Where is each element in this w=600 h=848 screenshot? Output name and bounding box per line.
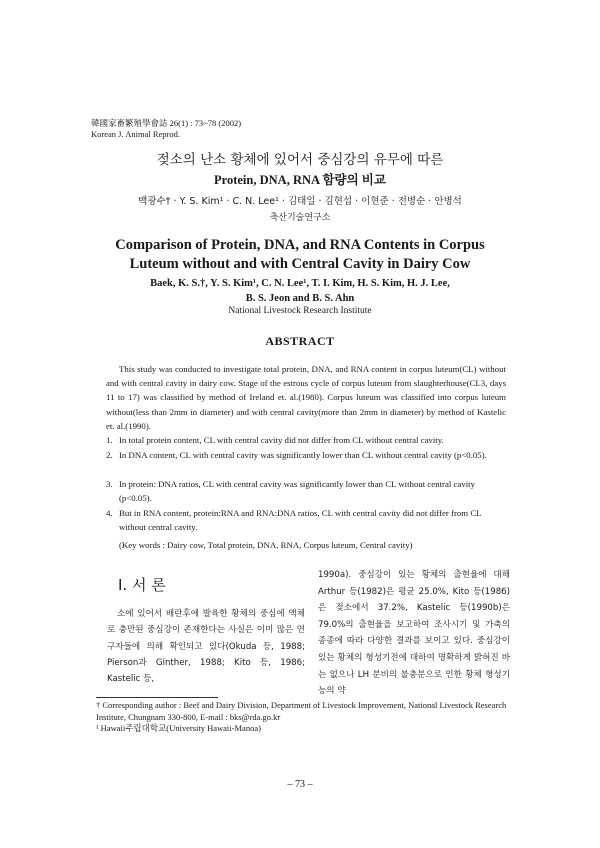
abstract-item-text: But in RNA content, protein:RNA and RNA:DNA ratios, CL with central cavity did not differ from CL without central cavity. xyxy=(119,508,482,533)
abstract-item xyxy=(106,433,506,447)
korean-affiliation: 축산기술연구소 xyxy=(269,213,331,223)
footnote-affiliation: ¹ Hawaii주립대학교(University Hawaii-Manoa) xyxy=(96,723,261,733)
journal-citation-korean: 韓國家畜繁殖學會誌 26(1) : 73~78 (2002) xyxy=(91,118,242,128)
abstract-item-number: 3. xyxy=(106,479,113,489)
footnotes xyxy=(96,700,516,735)
body-left-text: 소에 있어서 배란후에 발육한 황체의 중심에 액체로 충만된 중심강이 존재한다는 사실은 이미 많은 연구자들에 의해 확인되고 있다(Okuda 등, 1988; Pierson과 Ginther, 1988; Kito 등, 1986; Kastelic 등, xyxy=(107,609,305,685)
footnote-corresponding-author: † Corresponding author : Beef and Dairy Division, Department of Livestock Improvement, National Livestock Research Institute, Chungnam 330-800, E-mail : bks@rda.go.kr xyxy=(96,700,507,722)
abstract-item-number: 2. xyxy=(106,450,113,460)
body-right-column xyxy=(318,567,510,700)
abstract-text: This study was conducted to investigate total protein, DNA, and RNA content in corpus luteum(CL) without and with central cavity in dairy cow. Stage of the estrous cycle of corpus luteum from slaughterhouse(CL3, days 11 to 17) was classified by method of Ireland et. al.(1980). Corpus luteum was classified into corpus luteum without(less than 2mm in diameter) and with central cavity(more than 2mm in diameter) by method of Kastelic et. al.(1990). xyxy=(106,364,506,431)
journal-header xyxy=(91,118,241,140)
footnote-divider xyxy=(96,697,218,698)
abstract-keywords: (Key words : Dairy cow, Total protein, DNA, RNA, Corpus luteum, Central cavity) xyxy=(119,540,413,550)
body-left-column xyxy=(107,606,305,687)
section-heading-introduction: I. 서 론 xyxy=(118,576,166,594)
journal-citation-english: Korean J. Animal Reprod. xyxy=(91,129,180,139)
korean-authors: 백광수† · Y. S. Kim¹ · C. N. Lee¹ · 김태일 · 김현섭 · 이현준 · 전병순 · 안병석 xyxy=(138,196,462,207)
abstract-heading: ABSTRACT xyxy=(265,334,335,348)
english-authors-line1: Baek, K. S.†, Y. S. Kim¹, C. N. Lee¹, T. I. Kim, H. S. Kim, H. J. Lee, xyxy=(150,278,450,289)
page-number: – 73 – xyxy=(287,779,313,790)
korean-title-line1: 젖소의 난소 황체에 있어서 중심강의 유무에 따른 xyxy=(156,152,444,168)
english-affiliation: National Livestock Research Institute xyxy=(228,306,372,316)
abstract-item-number: 4. xyxy=(106,508,113,518)
english-title-line2: Luteum without and with Central Cavity in Dairy Cow xyxy=(129,256,471,272)
abstract-item-text: In total protein content, CL with central cavity did not differ from CL without central cavity. xyxy=(119,435,444,445)
abstract-item xyxy=(106,506,506,534)
english-authors xyxy=(0,276,600,306)
english-title xyxy=(0,236,600,274)
korean-title-line2: Protein, DNA, RNA 함량의 비교 xyxy=(214,173,386,187)
abstract-item xyxy=(106,448,506,462)
abstract-item-number: 1. xyxy=(106,435,113,445)
abstract-item xyxy=(106,477,506,505)
abstract-item-text: In DNA content, CL with central cavity was significantly lower than CL without central cavity (p<0.05). xyxy=(119,450,487,460)
abstract-item-text: In protein: DNA ratios, CL with central cavity was significantly lower than CL without central cavity (p<0.05). xyxy=(119,479,476,504)
abstract-paragraph xyxy=(106,362,506,433)
body-right-text: 1990a). 중심강이 있는 황체의 출현율에 대해 Arthur 등(1982)은 평균 25.0%, Kito 등(1986)은 젖소에서 37.2%, Kastelic 등(1990b)은 79.0%의 출현율을 보고하여 조사시기 및 가축의 종종에 따라 다양한 결과를 보이고 있다. 중심강이 있는 황체의 형성기전에 대하여 명확하게 밝혀진 바는 없으나 LH 분비의 불충분으로 인한 황체 형성기능의 약 xyxy=(318,570,510,697)
english-title-line1: Comparison of Protein, DNA, and RNA Contents in Corpus xyxy=(115,237,485,253)
english-authors-line2: B. S. Jeon and B. S. Ahn xyxy=(245,293,355,304)
